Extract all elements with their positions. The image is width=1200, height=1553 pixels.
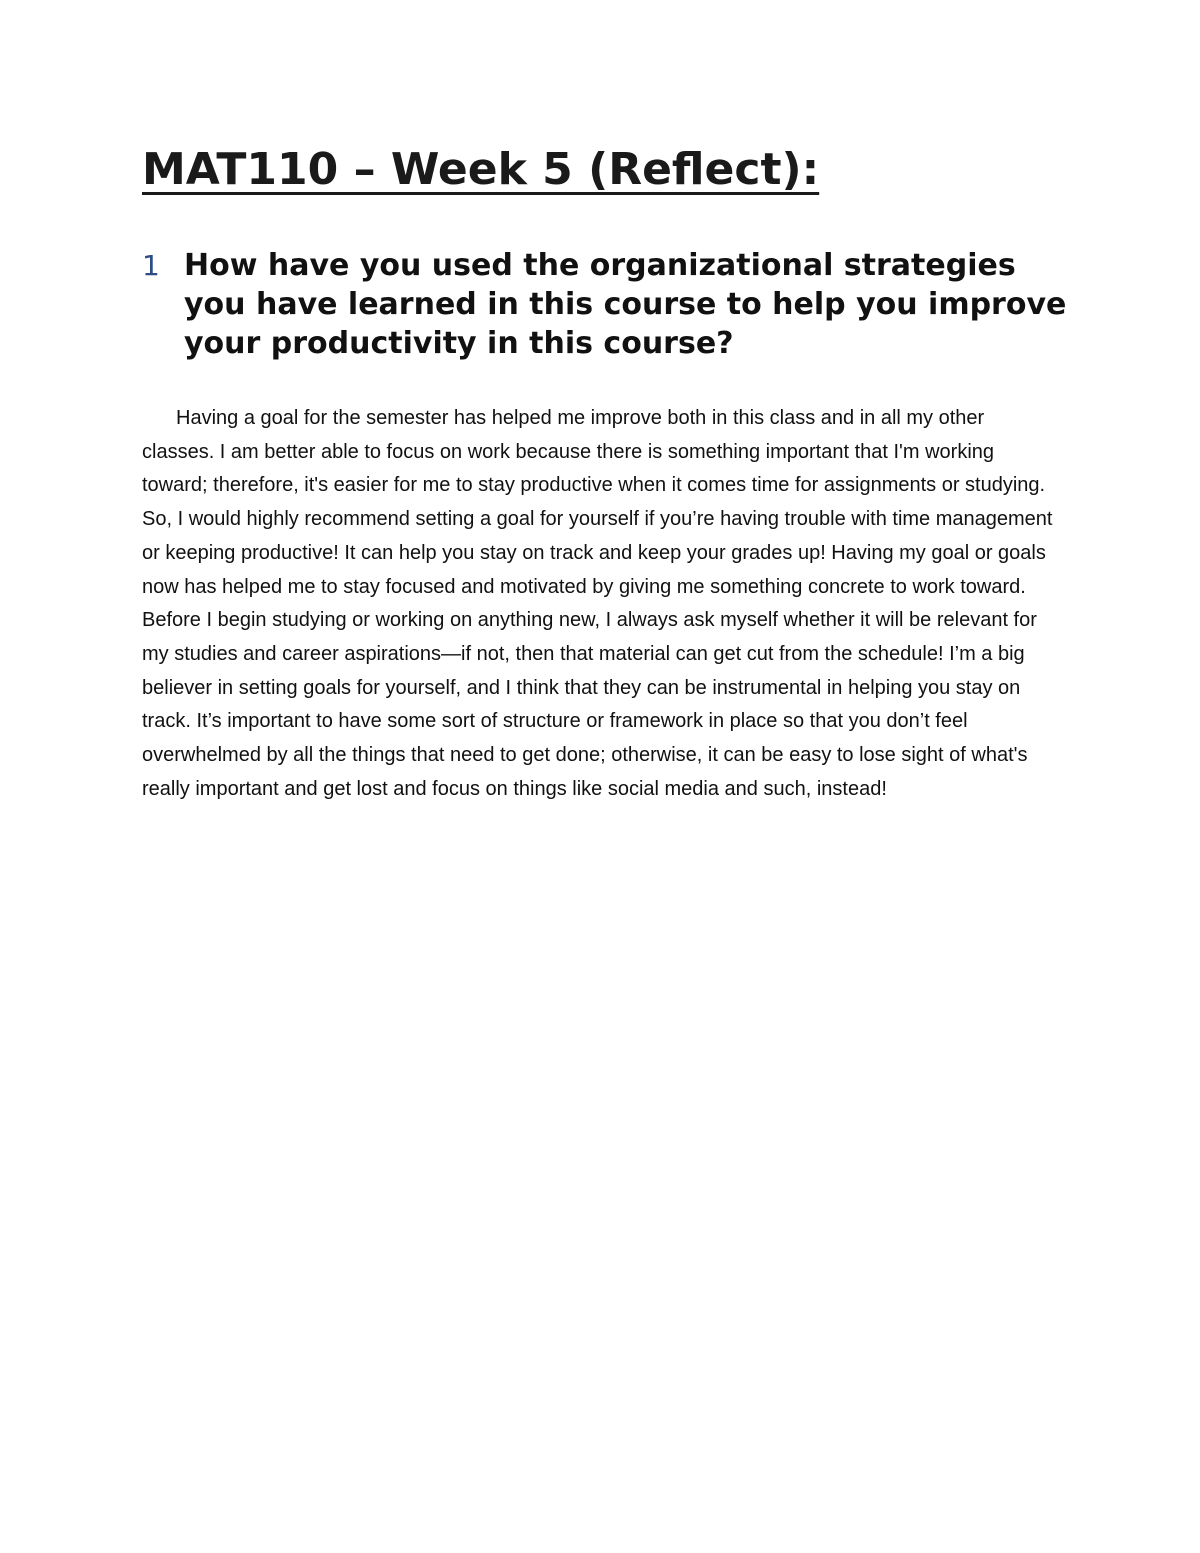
question-number: 1 <box>142 249 160 282</box>
document-title: MAT110 – Week 5 (Reflect): <box>142 144 820 195</box>
answer-paragraph: Having a goal for the semester has helped me improve both in this class and in all my other classes. I am better able to focus on work because there is something important that I'm working toward; therefore, it's easier for me to stay productive when it comes time for assignments or studying. So, I would highly recommend setting a goal for yourself if you’re having trouble with time management or keeping productive! It can help you stay on track and keep your grades up! Having my goal or goals now has helped me to stay focused and motivated by giving me something concrete to work toward. Before I begin studying or working on anything new, I always ask myself whether it will be relevant for my studies and career aspirations—if not, then that material can get cut from the schedule! I’m a big believer in setting goals for yourself, and I think that they can be instrumental in helping you stay on track. It’s important to have some sort of structure or framework in place so that you don’t feel overwhelmed by all the things that need to get done; otherwise, it can be easy to lose sight of what's really important and get lost and focus on things like social media and such, instead! <box>142 407 1053 800</box>
question-text: How have you used the organizational strategies you have learned in this course to help you improve your productivity in this course? <box>184 248 1067 361</box>
